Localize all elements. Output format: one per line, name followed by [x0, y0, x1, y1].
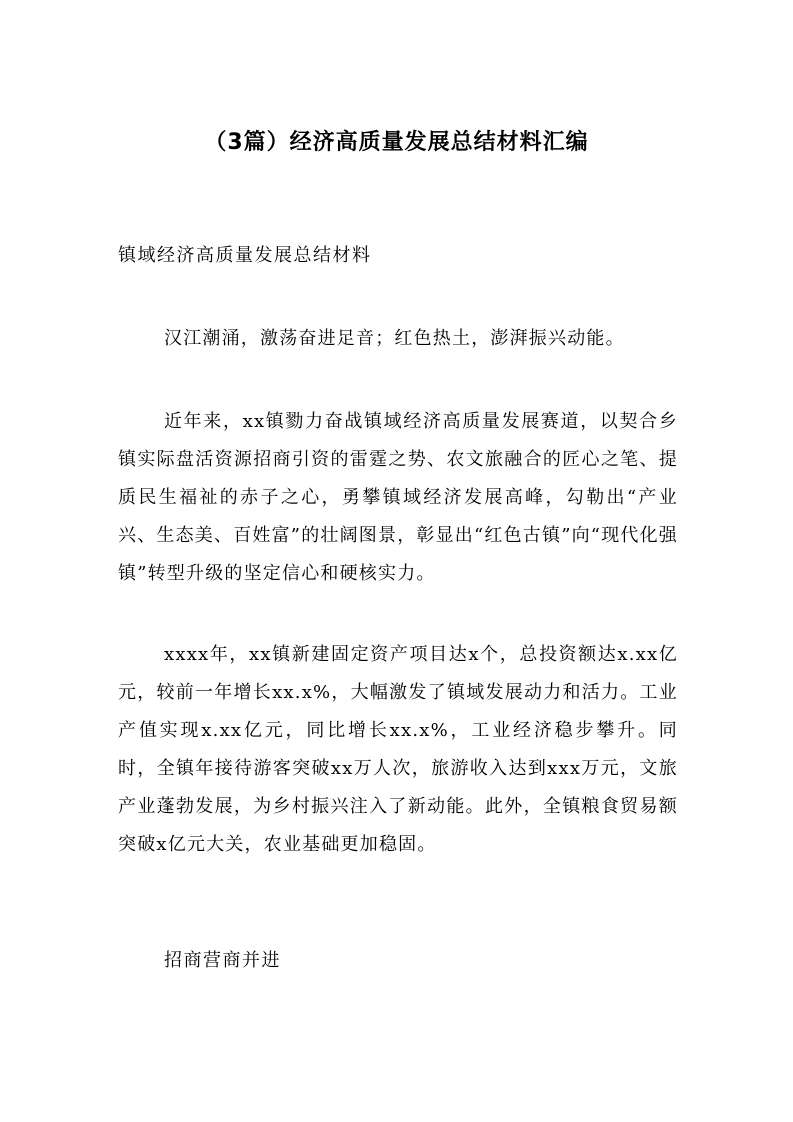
- paragraph-statistics: xxxx年，xx镇新建固定资产项目达x个，总投资额达x.xx亿元，较前一年增长xx.x%，大幅激发了镇域发展动力和活力。工业产值实现x.xx亿元，同比增长xx.x%，工业经济稳步攀升。同时，全镇年接待游客突破xx万人次，旅游收入达到xxx万元，文旅产业蓬勃发展，为乡村振兴注入了新动能。此外，全镇粮食贸易额突破x亿元大关，农业基础更加稳固。: [118, 644, 678, 855]
- document-title: （3篇）经济高质量发展总结材料汇编: [204, 130, 589, 155]
- paragraph-overview: 近年来，xx镇勠力奋战镇域经济高质量发展赛道，以契合乡镇实际盘活资源招商引资的雷霆之势、农文旅融合的匠心之笔、提质民生福祉的赤子之心，勇攀镇域经济发展高峰，勾勒出“产业兴、生态美、百姓富”的壮阔图景，彰显出“红色古镇”向“现代化强镇”转型升级的坚定信心和硬核实力。: [118, 411, 679, 584]
- paragraph-intro: 汉江潮涌，激荡奋进足音；红色热土，澎湃振兴动能。: [164, 328, 625, 349]
- document-subtitle: 镇域经济高质量发展总结材料: [118, 245, 372, 266]
- section-heading: 招商营商并进: [164, 950, 281, 971]
